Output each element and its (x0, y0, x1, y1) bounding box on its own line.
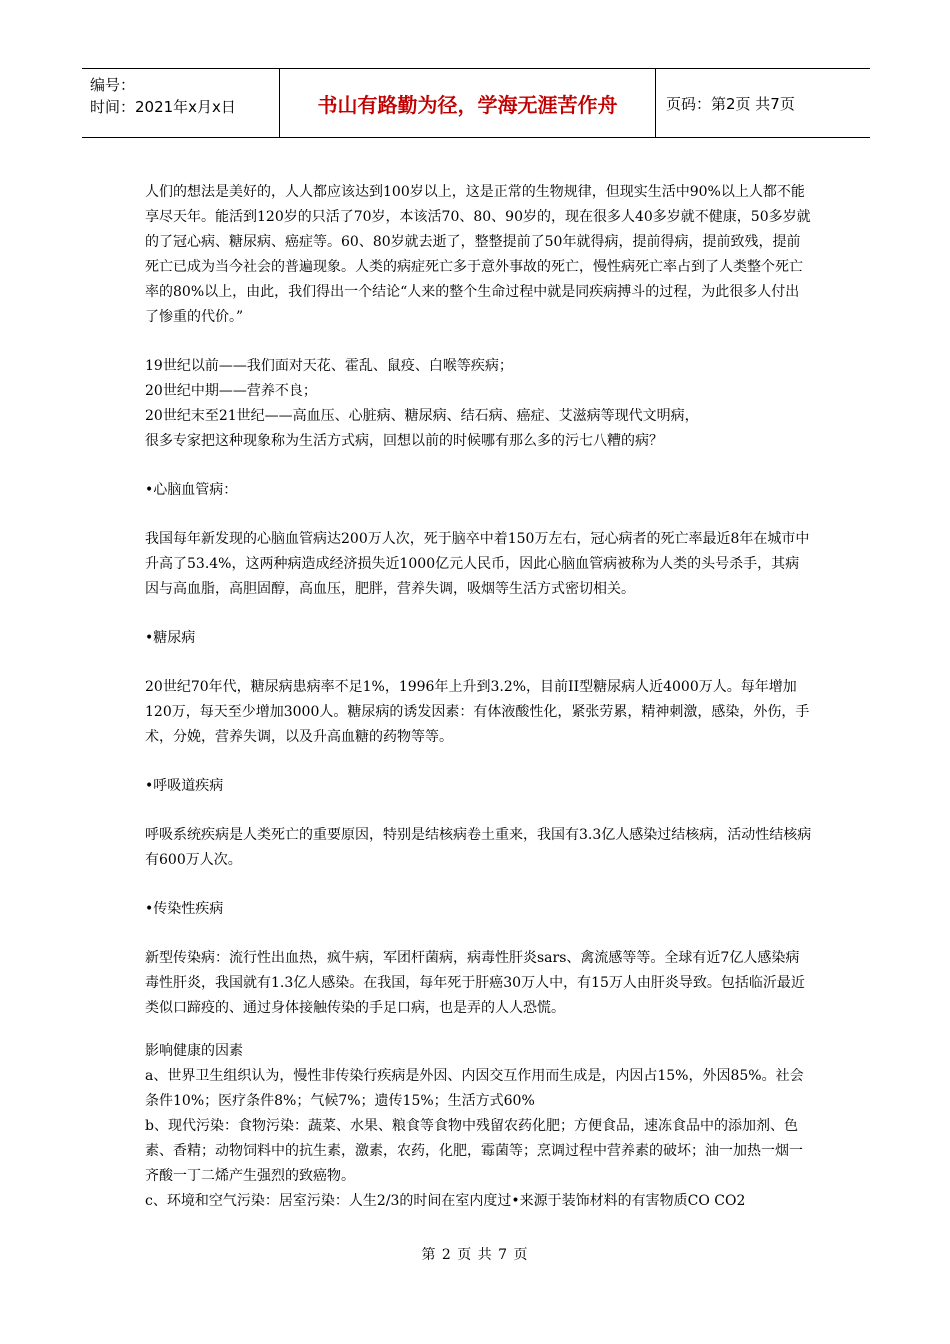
diabetes-paragraph: 20世纪70年代，糖尿病患病率不足1%，1996年上升到3.2%，目前II型糖尿病人近4000万人。每年增加120万，每天至少增加3000人。糖尿病的诱发因素：有体液酸性化，紧张劳累，精神刺激，感染，外伤，手术，分娩，营养失调，以及升高血糖的药物等等。 (145, 679, 810, 745)
history-line-3: 20世纪末至21世纪——高血压、心脏病、糖尿病、结石病、癌症、艾滋病等现代文明病， (145, 408, 699, 424)
header-meta (82, 69, 280, 137)
respiratory-paragraph: 呼吸系统疾病是人类死亡的重要原因，特别是结核病卷土重来，我国有3.3亿人感染过结核病，活动性结核病有600万人次。 (145, 827, 812, 868)
infectious-paragraph: 新型传染病：流行性出血热，疯牛病，军团杆菌病，病毒性肝炎sars、禽流感等等。全球有近7亿人感染病毒性肝炎，我国就有1.3亿人感染。在我国，每年死于肝癌30万人中，有15万人由肝炎导致。包括临沂最近类似口蹄疫的、通过身体接触传染的手足口病，也是弄的人人恐慌。 (145, 950, 805, 1016)
heading-health-factors: 影响健康的因素 (145, 1043, 243, 1059)
header-motto: 书山有路勤为径，学海无涯苦作舟 (280, 69, 656, 137)
header-page-info: 页码：第2页 共7页 (666, 94, 795, 113)
history-line-1: 19世纪以前——我们面对天花、霍乱、鼠疫、白喉等疾病； (145, 358, 513, 374)
page-header (82, 68, 870, 138)
intro-paragraph: 人们的想法是美好的，人人都应该达到100岁以上，这是正常的生物规律，但现实生活中90%以上人都不能享尽天年。能活到120岁的只活了70岁，本该活70、80、90岁的，现在很多人40多岁就不健康，50多岁就的了冠心病、糖尿病、癌症等。60、80岁就去逝了，整整提前了50年就得病，提前得病，提前致残，提前死亡已成为当今社会的普遍现象。人类的病症死亡多于意外事故的死亡，慢性病死亡率占到了人类整个死亡率的80%以上，由此，我们得出一个结论“人来的整个生命过程中就是同疾病搏斗的过程，为此很多人付出了惨重的代价。” (145, 184, 811, 325)
heading-infectious: •传染性疾病 (145, 901, 224, 917)
document-body (145, 180, 813, 1214)
factor-c-paragraph: c、环境和空气污染：居室污染：人生2/3的时间在室内度过•来源于装饰材料的有害物质CO CO2 (145, 1193, 746, 1209)
heading-cardiovascular: •心脑血管病： (145, 482, 238, 498)
factor-b-paragraph: b、现代污染：食物污染：蔬菜、水果、粮食等食物中残留农药化肥；方便食品，速冻食品中的添加剂、色素、香精；动物饲料中的抗生素，激素，农药，化肥，霉菌等；烹调过程中营养素的破坏；油一加热一烟一齐酸一丁二烯产生强烈的致癌物。 (145, 1118, 803, 1184)
heading-respiratory: •呼吸道疾病 (145, 778, 224, 794)
document-date: 时间：2021年x月x日 (90, 98, 236, 116)
heading-diabetes: •糖尿病 (145, 630, 196, 646)
history-line-4: 很多专家把这种现象称为生活方式病，回想以前的时候哪有那么多的污七八糟的病？ (145, 433, 663, 449)
factor-a-paragraph: a、世界卫生组织认为，慢性非传染行疾病是外因、内因交互作用而生成是，内因占15%，外因85%。社会条件10%；医疗条件8%；气候7%；遗传15%；生活方式60% (145, 1068, 804, 1109)
history-line-2: 20世纪中期——营养不良； (145, 383, 317, 399)
cardiovascular-paragraph: 我国每年新发现的心脑血管病达200万人次，死于脑卒中着150万左右，冠心病者的死亡率最近8年在城市中升高了53.4%，这两种病造成经济损失近1000亿元人民币，因此心脑血管病被称为人类的头号杀手，其病因与高血脂，高胆固醇，高血压，肥胖，营养失调，吸烟等生活方式密切相关。 (145, 531, 810, 597)
document-number-label: 编号： (90, 76, 136, 94)
page-footer: 第 2 页 共 7 页 (421, 1247, 529, 1263)
